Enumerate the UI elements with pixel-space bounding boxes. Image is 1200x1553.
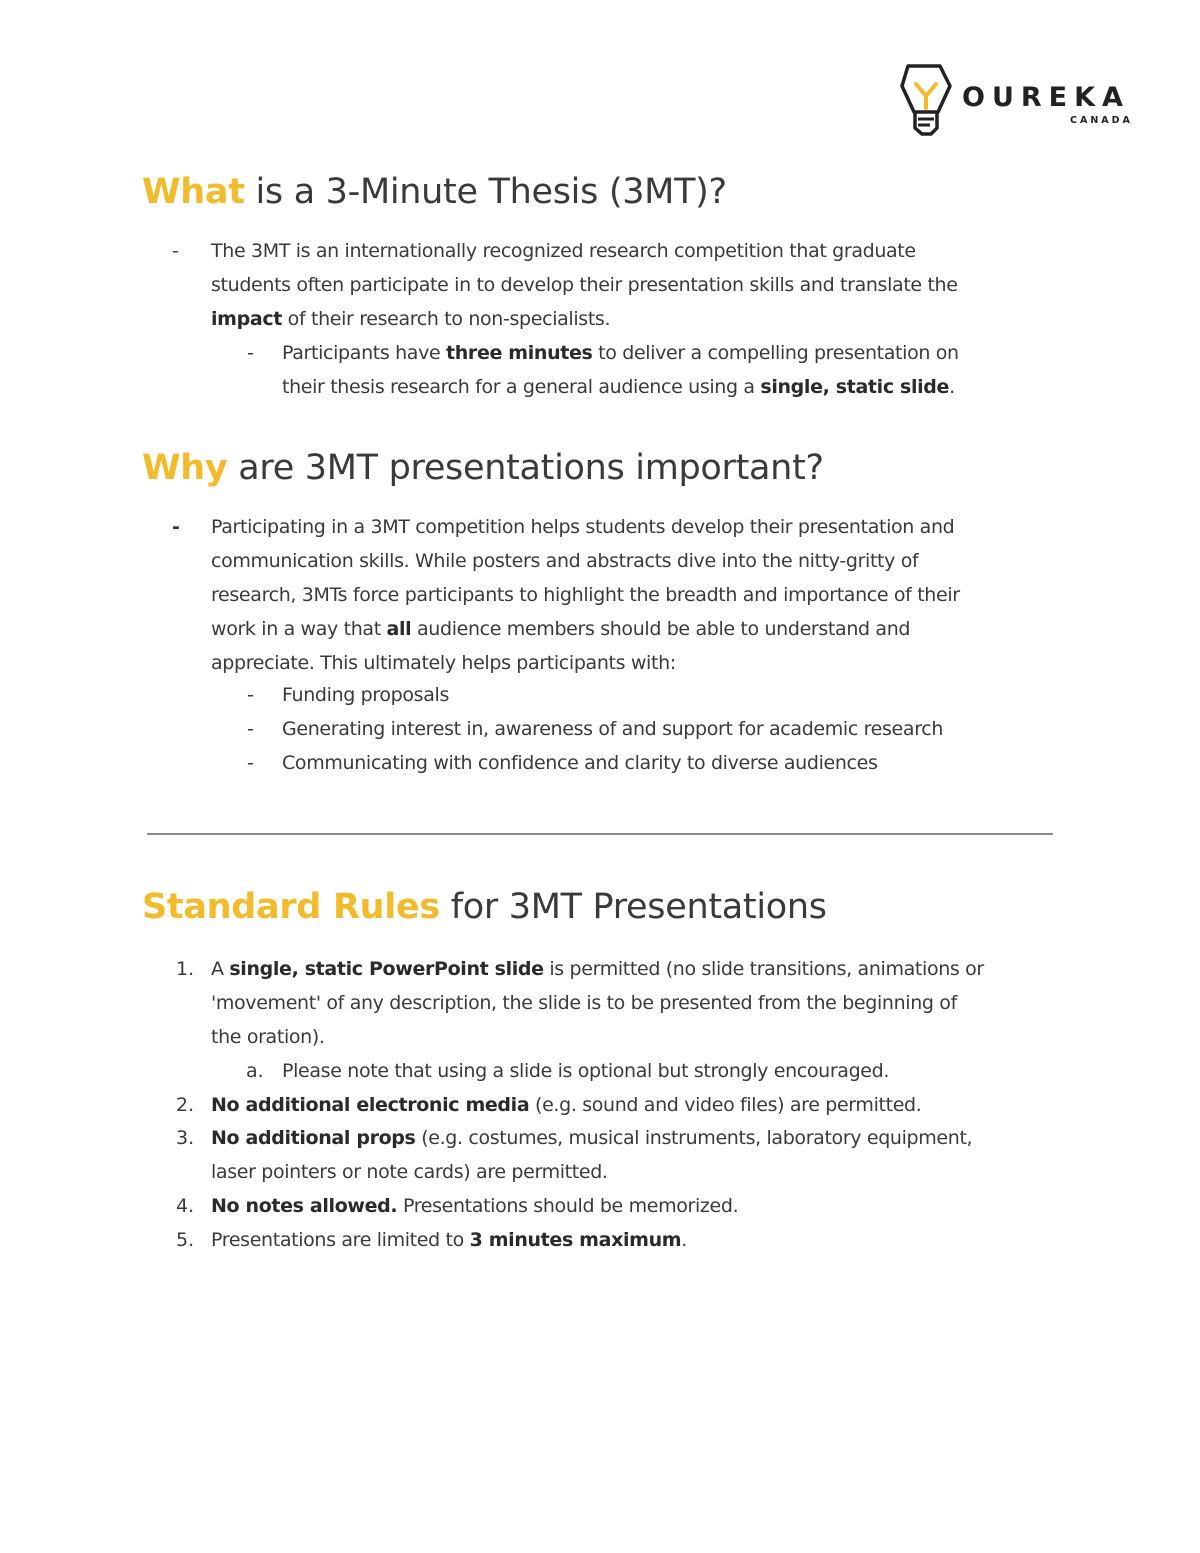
emphasis-all: all bbox=[386, 618, 412, 640]
rule1-line1-pre: A bbox=[211, 958, 230, 980]
list-number: 2. bbox=[176, 1094, 195, 1116]
why-bullet-line2: communication skills. While posters and abstracts dive into the nitty-gritty of bbox=[211, 550, 919, 572]
what-sub-line2-post: . bbox=[949, 376, 955, 398]
horizontal-divider bbox=[147, 833, 1053, 835]
what-bullet-line3 bbox=[211, 307, 610, 331]
sub-bullet-marker: - bbox=[247, 718, 254, 740]
bullet-marker: - bbox=[172, 240, 179, 262]
rule3-line1 bbox=[211, 1126, 972, 1150]
why-sub-item: Funding proposals bbox=[282, 684, 449, 706]
why-bullet-line3: research, 3MTs force participants to highlight the breadth and importance of their bbox=[211, 584, 960, 606]
why-bullet-line1: Participating in a 3MT competition helps students develop their presentation and bbox=[211, 516, 955, 538]
sub-bullet-marker: - bbox=[247, 342, 254, 364]
emphasis-3-minutes-maximum: 3 minutes maximum bbox=[469, 1229, 682, 1251]
rule3-line2: laser pointers or note cards) are permitted. bbox=[211, 1161, 608, 1183]
heading-rules-rest: for 3MT Presentations bbox=[439, 887, 827, 927]
emphasis-no-notes-allowed: No notes allowed. bbox=[211, 1195, 398, 1217]
what-sub-line2-pre: their thesis research for a general audience using a bbox=[282, 376, 761, 398]
lightbulb-icon bbox=[900, 62, 960, 138]
list-number: 5. bbox=[176, 1229, 195, 1251]
why-bullet-line4 bbox=[211, 617, 910, 641]
what-sub-line2 bbox=[282, 375, 955, 399]
sub-bullet-marker: - bbox=[247, 684, 254, 706]
list-number: 3. bbox=[176, 1127, 195, 1149]
rule4-rest: Presentations should be memorized. bbox=[397, 1195, 739, 1217]
heading-what-rest: is a 3-Minute Thesis (3MT)? bbox=[244, 172, 727, 212]
rule1-line3: the oration). bbox=[211, 1026, 325, 1048]
what-sub-line1-pre: Participants have bbox=[282, 342, 447, 364]
logo-subtitle: CANADA bbox=[1070, 115, 1133, 126]
what-sub-line1 bbox=[282, 341, 959, 365]
why-bullet-line4-post: audience members should be able to understand and bbox=[411, 618, 911, 640]
heading-why bbox=[142, 448, 824, 488]
rule2-line bbox=[211, 1093, 921, 1117]
heading-what-accent: What bbox=[142, 172, 245, 212]
rule1-line1 bbox=[211, 957, 984, 981]
list-number: 1. bbox=[176, 958, 195, 980]
rule2-rest: (e.g. sound and video files) are permitted. bbox=[529, 1094, 922, 1116]
sub-bullet-marker: - bbox=[247, 752, 254, 774]
bullet-marker: - bbox=[172, 516, 180, 538]
what-bullet-line1: The 3MT is an internationally recognized research competition that graduate bbox=[211, 240, 916, 262]
sub-list-letter: a. bbox=[246, 1060, 264, 1082]
why-sub-item: Generating interest in, awareness of and support for academic research bbox=[282, 718, 944, 740]
rule1-sub-item: Please note that using a slide is optional but strongly encouraged. bbox=[282, 1060, 890, 1082]
rule1-line1-post: is permitted (no slide transitions, animations or bbox=[543, 958, 984, 980]
emphasis-single-static-powerpoint-slide: single, static PowerPoint slide bbox=[229, 958, 544, 980]
rule5-post: . bbox=[681, 1229, 687, 1251]
list-number: 4. bbox=[176, 1195, 195, 1217]
why-bullet-line5: appreciate. This ultimately helps participants with: bbox=[211, 652, 676, 674]
heading-why-accent: Why bbox=[142, 448, 228, 488]
logo-wordmark: OUREKA bbox=[962, 82, 1130, 113]
rule4-line bbox=[211, 1194, 738, 1218]
why-sub-item: Communicating with confidence and clarity to diverse audiences bbox=[282, 752, 878, 774]
oureka-canada-logo bbox=[900, 62, 1140, 138]
what-bullet-line2: students often participate in to develop their presentation skills and translate the bbox=[211, 274, 958, 296]
rule5-line bbox=[211, 1228, 687, 1252]
rule3-rest: (e.g. costumes, musical instruments, laboratory equipment, bbox=[415, 1127, 973, 1149]
emphasis-three-minutes: three minutes bbox=[446, 342, 593, 364]
heading-what bbox=[142, 172, 727, 212]
rule1-line2: 'movement' of any description, the slide is to be presented from the beginning of bbox=[211, 992, 957, 1014]
emphasis-no-additional-props: No additional props bbox=[211, 1127, 416, 1149]
what-bullet-line3-rest: of their research to non-specialists. bbox=[281, 308, 611, 330]
heading-why-rest: are 3MT presentations important? bbox=[227, 448, 824, 488]
why-bullet-line4-pre: work in a way that bbox=[211, 618, 387, 640]
emphasis-single-static-slide: single, static slide bbox=[760, 376, 950, 398]
rule5-pre: Presentations are limited to bbox=[211, 1229, 470, 1251]
emphasis-impact: impact bbox=[211, 308, 282, 330]
heading-rules-accent: Standard Rules bbox=[142, 887, 440, 927]
emphasis-no-additional-electronic-media: No additional electronic media bbox=[211, 1094, 530, 1116]
heading-rules bbox=[142, 887, 827, 927]
what-sub-line1-post: to deliver a compelling presentation on bbox=[592, 342, 959, 364]
